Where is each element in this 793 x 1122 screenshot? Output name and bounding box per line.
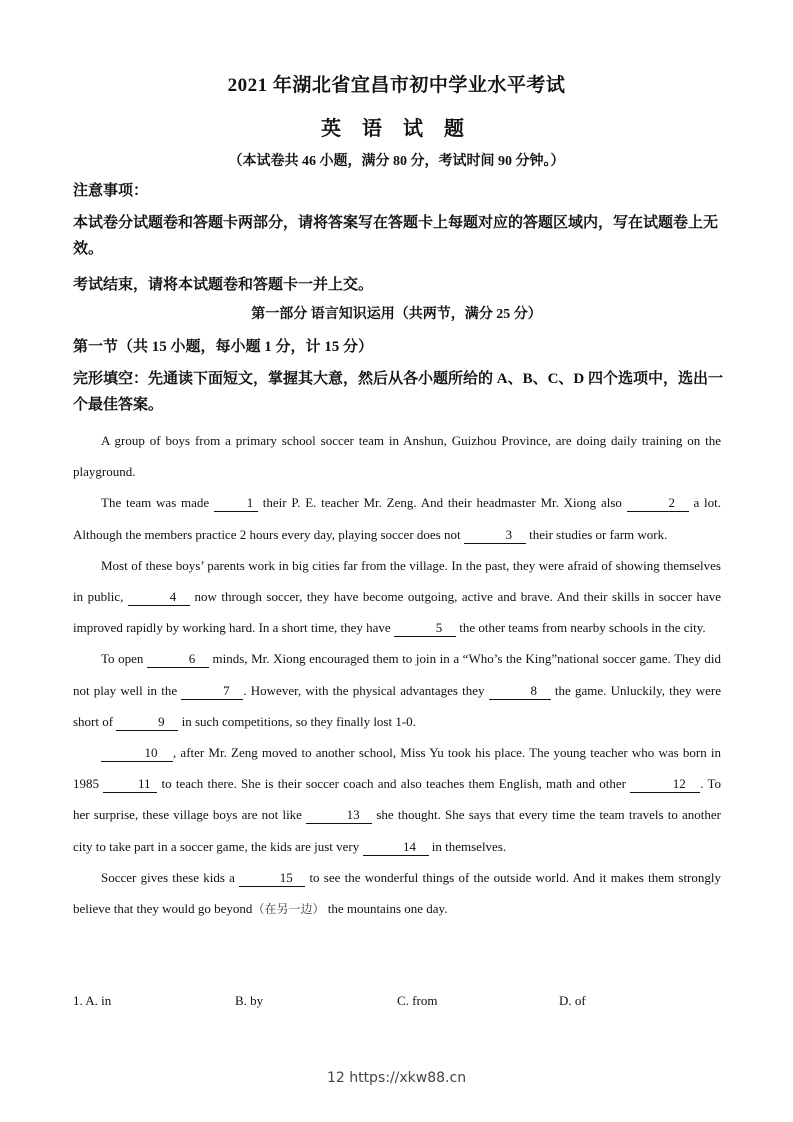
notes-heading: 注意事项： <box>73 183 149 199</box>
paragraph-text: , after Mr. Zeng moved to another school, Miss Yu took his place. The young teacher who was born in 1985 <box>73 745 721 792</box>
paragraph-text: Soccer gives these kids a <box>101 869 240 885</box>
paragraph-text: their P. E. teacher Mr. Zeng. And their headmaster Mr. Xiong also <box>257 495 627 511</box>
answer-blank[interactable]: 9 <box>116 714 178 731</box>
passage-paragraph-3 <box>73 550 721 644</box>
option-b[interactable]: B. by <box>235 993 264 1008</box>
answer-blank[interactable]: 3 <box>464 527 526 544</box>
answer-blank[interactable]: 8 <box>489 683 551 700</box>
cloze-passage <box>73 425 721 925</box>
paragraph-text: to teach there. She is their soccer coach and also teaches them English, math and other <box>157 776 631 792</box>
passage-paragraph-4 <box>73 643 721 737</box>
answer-blank[interactable]: 7 <box>181 683 243 700</box>
paragraph-text: minds, Mr. Xiong encouraged them to join in a “Who’s the King”national soccer game. They did not play well in the <box>73 651 721 698</box>
paragraph-text: . However, with the physical advantages they <box>243 682 489 698</box>
answer-blank[interactable]: 10 <box>101 745 173 762</box>
passage-paragraph-1 <box>73 425 721 487</box>
passage-paragraph-5 <box>73 737 721 862</box>
paragraph-text: a lot. Although the members practice 2 hours every day, playing soccer does not <box>73 495 721 542</box>
notes-line-1: 本试卷分试题卷和答题卡两部分，请将答案写在答题卡上每题对应的答题区域内，写在试题卷上无效。 <box>73 215 719 257</box>
paragraph-text: the other teams from nearby schools in the city. <box>455 620 706 636</box>
paragraph-text: A group of boys from a primary school soccer team in Anshun, Guizhou Province, are doing daily training on the playground. <box>73 433 721 480</box>
option-a[interactable]: 1. A. in <box>73 993 112 1008</box>
paragraph-text: To open <box>101 651 147 667</box>
paragraph-text: . To her surprise, these village boys are not like <box>73 776 722 823</box>
paragraph-text: the mountains one day. <box>324 901 448 917</box>
notes-line-2: 考试结束，请将本试题卷和答题卡一并上交。 <box>73 277 374 293</box>
answer-blank[interactable]: 15 <box>239 870 305 887</box>
paragraph-text: in themselves. <box>428 838 507 854</box>
paragraph-text: The team was made <box>101 495 214 511</box>
paragraph-text: she thought. She says that every time the team travels to another city to take part in a soccer game, the kids are just very <box>73 807 721 854</box>
answer-blank[interactable]: 1 <box>214 495 258 512</box>
question-1-options <box>73 993 725 1013</box>
answer-blank[interactable]: 12 <box>630 776 700 793</box>
answer-blank[interactable]: 4 <box>128 589 190 606</box>
option-c[interactable]: C. from <box>397 993 438 1008</box>
chinese-gloss: （在另一边） <box>252 902 325 917</box>
option-d[interactable]: D. of <box>559 993 586 1008</box>
subject-title: 英 语 试 题 <box>321 118 472 140</box>
paragraph-text: Most of these boys’ parents work in big cities far from the village. In the past, they were afraid of showing themselves in public, <box>73 557 721 605</box>
answer-blank[interactable]: 11 <box>103 776 157 793</box>
part-heading: 第一部分 语言知识运用（共两节，满分 25 分） <box>251 307 542 322</box>
passage-paragraph-2 <box>73 487 721 549</box>
exam-title: 2021 年湖北省宜昌市初中学业水平考试 <box>227 75 566 96</box>
paragraph-text: now through soccer, they have become outgoing, active and brave. And their skills in soccer have improved rapidly by working hard. In a short time, they have <box>73 589 721 636</box>
paragraph-text: the game. Unluckily, they were short of <box>73 682 722 729</box>
answer-blank[interactable]: 13 <box>306 807 372 824</box>
page-footer-watermark: 12 https://xkw88.cn <box>326 1070 467 1086</box>
paragraph-text: in such competitions, so they finally lost 1-0. <box>178 713 416 729</box>
cloze-instruction: 完形填空：先通读下面短文，掌握其大意，然后从各小题所给的 A、B、C、D 四个选项中，选出一个最佳答案。 <box>73 371 724 413</box>
paragraph-text: their studies or farm work. <box>525 526 668 542</box>
passage-paragraph-6 <box>73 862 721 925</box>
exam-info: （本试卷共 46 小题，满分 80 分，考试时间 90 分钟。） <box>228 154 565 169</box>
answer-blank[interactable]: 6 <box>147 651 209 668</box>
answer-blank[interactable]: 14 <box>363 839 429 856</box>
paragraph-text: to see the wonderful things of the outside world. And it makes them strongly believe that they would go beyond <box>73 869 722 917</box>
answer-blank[interactable]: 2 <box>627 495 689 512</box>
subsection-heading: 第一节（共 15 小题，每小题 1 分，计 15 分） <box>73 339 374 355</box>
answer-blank[interactable]: 5 <box>394 620 456 637</box>
